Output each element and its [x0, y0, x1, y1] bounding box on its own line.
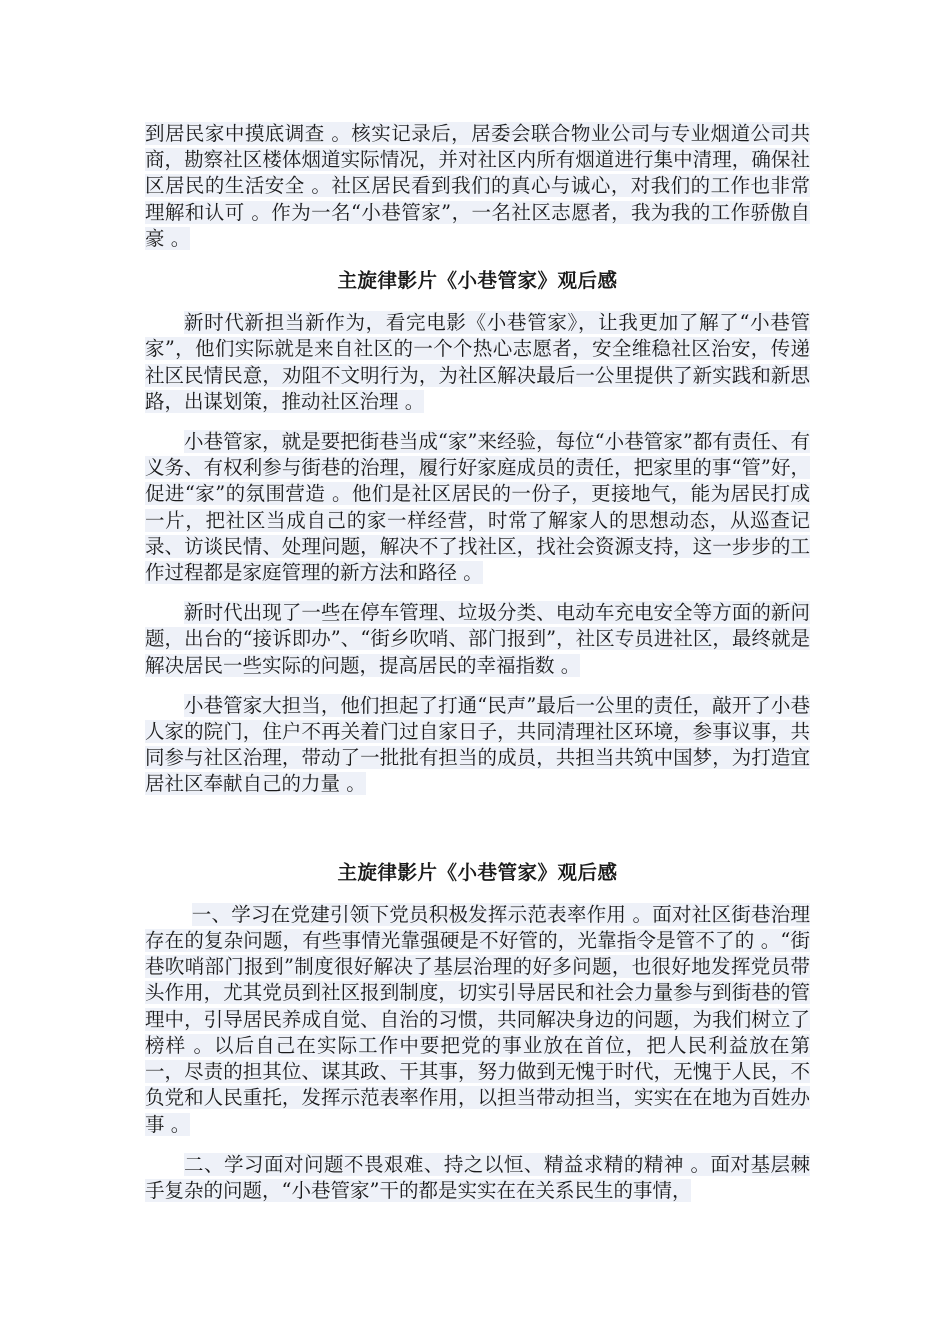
paragraph-a2-text: 小巷管家，就是要把街巷当成“家”来经验，每位“小巷管家”都有责任、有义务、有权利参与街巷的治理，履行好家庭成员的责任，把家里的事“管”好，促进“家”的氛围营造 。他们是社区居民的一份子，更接地气，能为居民打成一片，把社区当成自己的家一样经营，时常了解家人的思想动态，从巡查记录、访谈民情、处理问题，解决不了找社区，找社会资源支持，这一步步的工作过程都是家庭管理的新方法和路径 。: [145, 430, 810, 585]
paragraph-intro-text: 到居民家中摸底调查 。核实记录后，居委会联合物业公司与专业烟道公司共商，勘察社区楼体烟道实际情况，并对社区内所有烟道进行集中清理，确保社区居民的生活安全 。社区居民看到我们的真心与诚心，对我们的工作也非常理解和认可 。作为一名“小巷管家”，一名社区志愿者，我为我的工作骄傲自豪 。: [145, 122, 810, 250]
paragraph-a1: [145, 310, 810, 415]
paragraph-b2-text: 二、学习面对问题不畏艰难、持之以恒、精益求精的精神 。面对基层棘手复杂的问题，“小巷管家”干的都是实实在在关系民生的事情，: [145, 1152, 810, 1202]
paragraph-b1: [145, 902, 810, 1138]
paragraph-a3-text: 新时代出现了一些在停车管理、垃圾分类、电动车充电安全等方面的新问题，出台的“接诉即办”、“街乡吹哨、部门报到”，社区专员进社区，最终就是解决居民一些实际的问题，提高居民的幸福指数 。: [145, 601, 810, 677]
paragraph-a4: [145, 693, 810, 798]
paragraph-intro: [145, 121, 810, 252]
paragraph-a1-text: 新时代新担当新作为，看完电影《小巷管家》，让我更加了解了“小巷管家”，他们实际就是来自社区的一个个热心志愿者，安全维稳社区治安，传递社区民情民意，劝阻不文明行为，为社区解决最后一公里提供了新实践和新思路，出谋划策，推动社区治理 。: [145, 311, 810, 413]
section-title-1: 主旋律影片《小巷管家》观后感: [337, 269, 618, 293]
paragraph-b1-text: 一、学习在党建引领下党员积极发挥示范表率作用 。面对社区街巷治理存在的复杂问题，有些事情光靠强硬是不好管的，光靠指令是管不了的 。“街巷吹哨部门报到”制度很好解决了基层治理的好多问题，也很好地发挥党员带头作用，尤其党员到社区报到制度，切实引导居民和社会力量参与到街巷的管理中，引导居民养成自觉、自治的习惯，共同解决身边的问题，为我们树立了榜样 。以后自己在实际工作中要把党的事业放在首位，把人民利益放在第一，尽责的担其位、谋其政、干其事，努力做到无愧于时代，无愧于人民，不负党和人民重托，发挥示范表率作用，以担当带动担当，实实在在地为百姓办事 。: [145, 902, 810, 1136]
paragraph-a4-text: 小巷管家大担当，他们担起了打通“民声”最后一公里的责任，敲开了小巷人家的院门，住户不再关着门过自家日子，共同清理社区环境，参事议事，共同参与社区治理，带动了一批批有担当的成员，共担当共筑中国梦，为打造宜居社区奉献自己的力量 。: [145, 693, 810, 796]
paragraph-a2: [145, 429, 810, 586]
paragraph-a3: [145, 600, 810, 679]
section-title-2: 主旋律影片《小巷管家》观后感: [337, 860, 618, 884]
paragraph-b2: [145, 1152, 810, 1204]
document-page: [145, 121, 810, 1218]
section-gap: [145, 812, 810, 844]
